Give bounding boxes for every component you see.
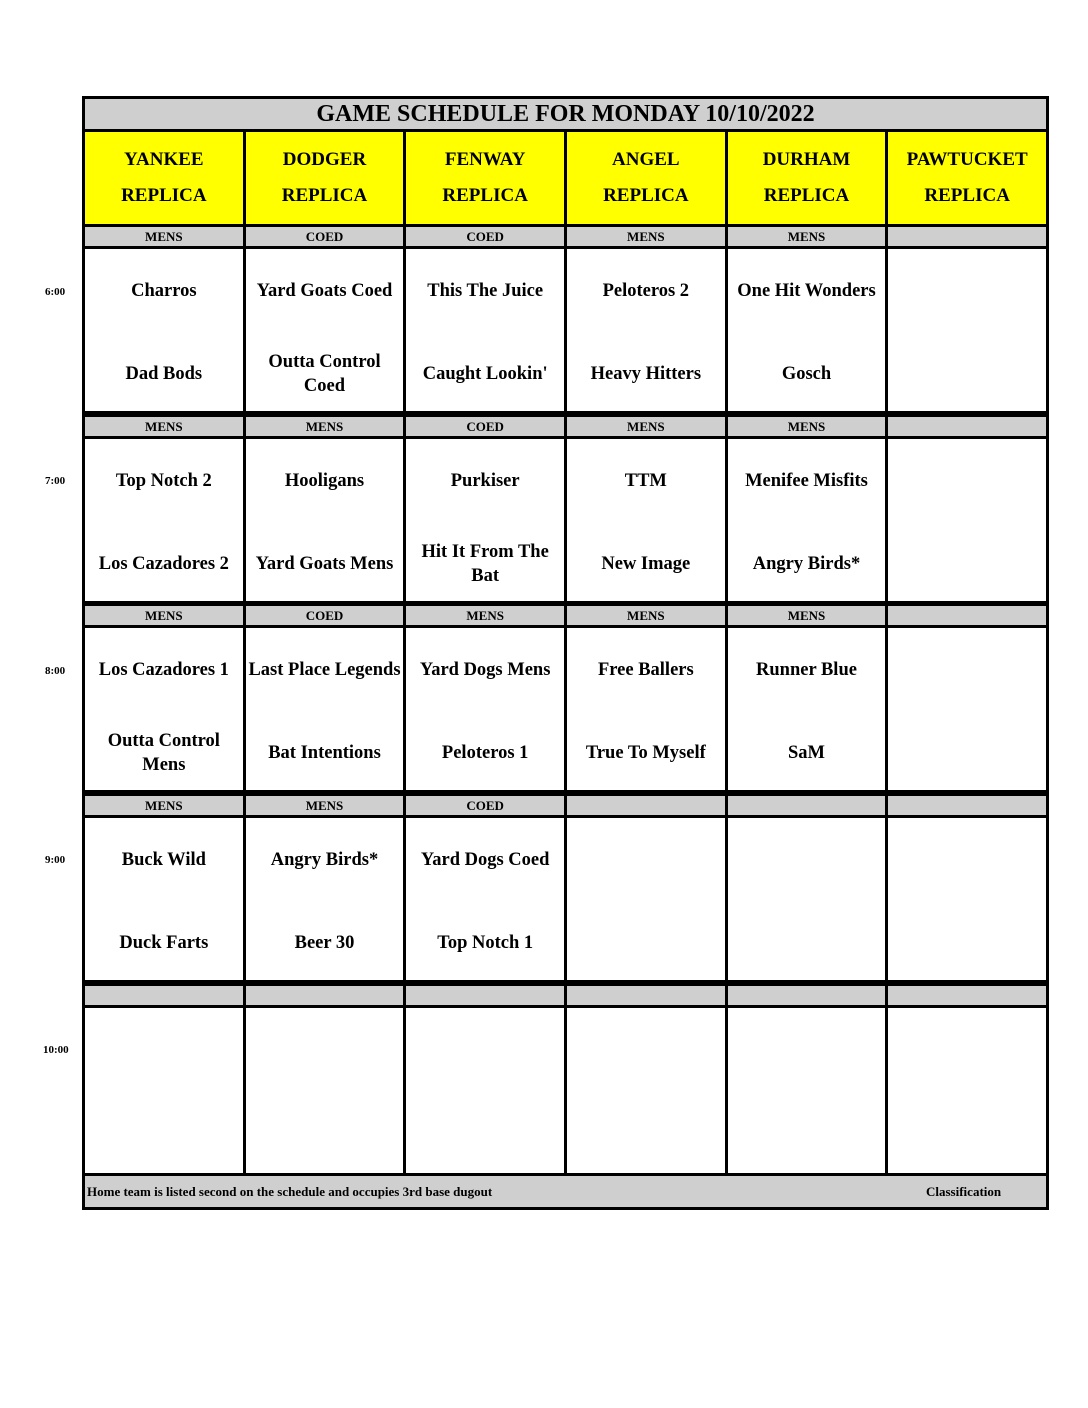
game-block-10 [85,1008,1046,1173]
home-team [567,1106,725,1160]
field-sub: REPLICA [603,185,689,206]
field-name: DODGER [282,149,367,170]
game-cell [567,818,725,980]
division-label: MENS [728,606,886,625]
game-cell [406,818,564,980]
division-label: MENS [728,227,886,246]
home-team: Angry Birds* [752,554,861,574]
division-label: MENS [567,227,725,246]
home-team [85,1106,243,1160]
division-label [888,986,1046,1005]
game-cell [888,1008,1046,1173]
game-cell [246,818,404,980]
footer-bar [85,1176,1046,1207]
division-label: MENS [728,417,886,436]
division-label [246,986,404,1005]
division-label [85,986,243,1005]
home-team [406,1106,564,1160]
away-team: Angry Birds* [270,850,379,870]
field-name: PAWTUCKET [906,149,1028,170]
home-team [888,537,1046,591]
away-team [888,833,1046,887]
game-block-7 [85,439,1046,601]
home-team: Outta Control Coed [268,352,381,396]
field-sub: REPLICA [924,185,1010,206]
field-header-angel [567,132,725,224]
division-label: MENS [85,227,243,246]
game-cell [85,439,243,601]
field-header-durham [728,132,886,224]
game-cell [567,628,725,790]
division-label [728,986,886,1005]
field-header-fenway [406,132,564,224]
division-label [888,796,1046,815]
time-label-6: 6:00 [45,286,66,298]
home-team [567,916,725,970]
game-cell [246,439,404,601]
away-team: Menifee Misfits [745,471,868,491]
game-cell [406,249,564,411]
game-cell [85,1008,243,1173]
game-cell [406,1008,564,1173]
home-team: Peloteros 1 [441,743,529,763]
away-team [888,264,1046,318]
field-sub: REPLICA [763,185,850,206]
home-team: True To Myself [585,743,706,763]
away-team [888,643,1046,697]
home-team [246,1106,404,1160]
home-team: SaM [787,743,825,763]
division-label [406,986,564,1005]
game-block-6 [85,249,1046,411]
division-label: COED [246,227,404,246]
away-team: Hooligans [284,471,365,491]
game-cell [888,628,1046,790]
division-label [888,606,1046,625]
division-label: MENS [567,606,725,625]
away-team: Los Cazadores 1 [98,660,229,680]
field-sub: REPLICA [281,185,368,206]
away-team: Runner Blue [756,660,857,680]
field-sub: REPLICA [442,185,528,206]
game-cell [567,249,725,411]
division-label [728,796,886,815]
home-team: Yard Goats Mens [255,554,394,574]
division-label [888,417,1046,436]
away-team: Top Notch 2 [115,471,212,491]
division-label [888,227,1046,246]
game-cell [406,628,564,790]
away-team [85,1023,243,1077]
home-team: Heavy Hitters [590,364,702,384]
away-team [246,1023,404,1077]
home-team [888,347,1046,401]
field-name: DURHAM [762,149,851,170]
home-team: Beer 30 [294,933,355,953]
game-cell [728,249,886,411]
division-label: MENS [246,796,404,815]
field-header-pawtucket [888,132,1046,224]
away-team [728,833,886,887]
game-cell [728,818,886,980]
division-label: MENS [85,796,243,815]
game-cell [888,818,1046,980]
division-band-8 [85,606,1046,625]
away-team: Yard Dogs Coed [420,850,550,870]
home-team: New Image [601,554,691,574]
field-header-dodger [246,132,404,224]
home-team: Dad Bods [125,364,203,384]
division-label: MENS [567,417,725,436]
away-team: Yard Goats Coed [256,281,393,301]
game-cell [85,628,243,790]
home-team: Gosch [781,364,832,384]
home-team: Bat Intentions [268,743,381,763]
division-label: MENS [246,417,404,436]
schedule-table [82,96,1049,1210]
game-cell [728,439,886,601]
field-sub: REPLICA [121,185,207,206]
division-label: MENS [85,417,243,436]
division-band-10 [85,986,1046,1005]
division-label: MENS [406,606,564,625]
division-label [567,986,725,1005]
away-team: Buck Wild [121,850,206,870]
division-label: COED [406,796,564,815]
page-title: GAME SCHEDULE FOR MONDAY 10/10/2022 [85,99,1046,129]
away-team: Last Place Legends [248,660,401,680]
away-team: TTM [624,471,667,491]
time-label-9: 9:00 [45,854,66,866]
away-team [567,833,725,887]
division-label: MENS [85,606,243,625]
away-team [567,1023,725,1077]
away-team [406,1023,564,1077]
home-team [728,1106,886,1160]
time-label-8: 8:00 [45,665,66,677]
footer-classification: Classification [926,1184,1002,1199]
home-team: Los Cazadores 2 [98,554,229,574]
footer-note: Home team is listed second on the schedule and occupies 3rd base dugout [87,1184,493,1199]
home-team: Caught Lookin' [422,364,548,384]
game-block-8 [85,628,1046,790]
game-cell [406,439,564,601]
game-block-9 [85,818,1046,980]
game-cell [888,249,1046,411]
game-cell [85,818,243,980]
field-header-yankee [85,132,243,224]
away-team: One Hit Wonders [737,281,876,301]
away-team: This The Juice [427,281,544,301]
away-team: Peloteros 2 [602,281,690,301]
division-band-9 [85,796,1046,815]
game-cell [567,1008,725,1173]
home-team [888,916,1046,970]
field-name: FENWAY [444,149,526,170]
away-team [728,1023,886,1077]
home-team: Outta Control Mens [107,731,220,775]
game-cell [246,628,404,790]
game-cell [85,249,243,411]
away-team [888,1023,1046,1077]
division-label [567,796,725,815]
home-team [728,916,886,970]
away-team: Charros [131,281,197,301]
away-team [888,454,1046,508]
time-label-7: 7:00 [45,475,66,487]
division-band-7 [85,417,1046,436]
away-team: Purkiser [450,471,520,491]
home-team: Top Notch 1 [437,933,534,953]
game-cell [888,439,1046,601]
time-label-10: 10:00 [43,1044,69,1056]
game-cell [728,1008,886,1173]
division-label: COED [406,417,564,436]
game-cell [728,628,886,790]
division-band-6 [85,227,1046,246]
game-cell [246,1008,404,1173]
away-team: Yard Dogs Mens [419,660,551,680]
field-name: YANKEE [124,149,204,170]
field-header-row [85,132,1046,224]
home-team: Hit It From The Bat [421,542,549,586]
home-team: Duck Farts [119,933,209,953]
game-cell [246,249,404,411]
home-team [888,726,1046,780]
game-cell [567,439,725,601]
home-team [888,1106,1046,1160]
field-name: ANGEL [612,149,680,170]
away-team: Free Ballers [597,660,694,680]
division-label: COED [406,227,564,246]
division-label: COED [246,606,404,625]
